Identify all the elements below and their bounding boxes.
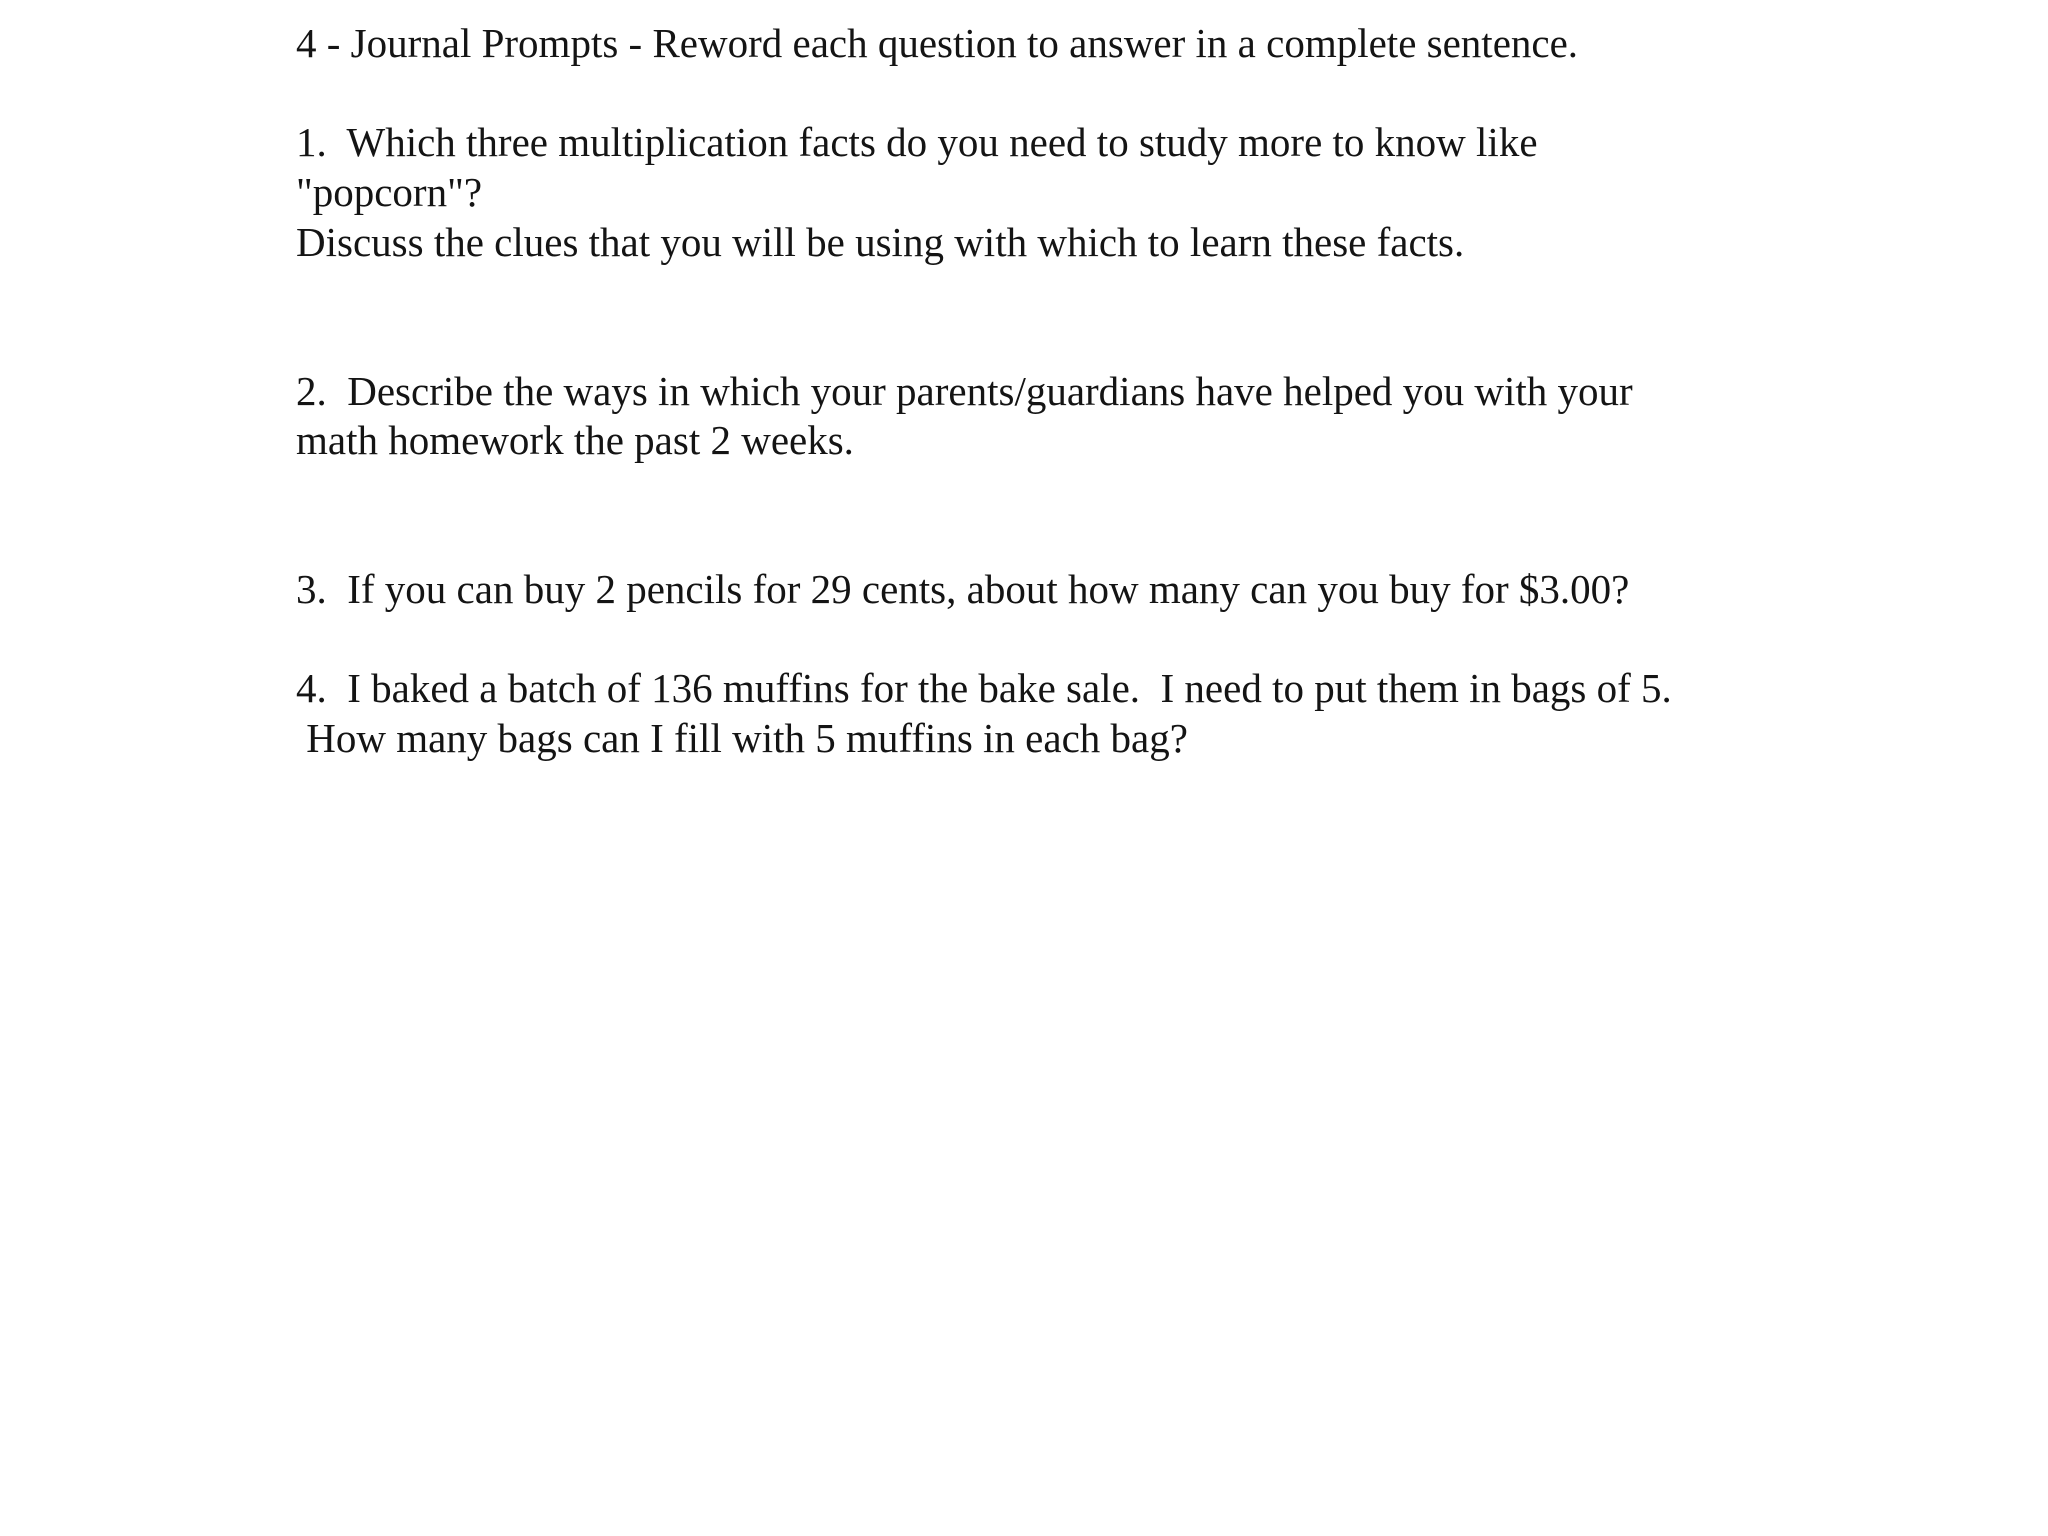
question-1-line-1: 1. Which three multiplication facts do you need to study more to know like <box>296 119 1538 165</box>
question-3-line-1: 3. If you can buy 2 pencils for 29 cents, about how many can you buy for $3.00? <box>296 566 1630 612</box>
question-2-line-1: 2. Describe the ways in which your parents/guardians have helped you with your <box>296 368 1633 414</box>
question-2-line-2: math homework the past 2 weeks. <box>296 417 854 463</box>
question-4-line-1: 4. I baked a batch of 136 muffins for the bake sale. I need to put them in bags of 5. <box>296 665 1672 711</box>
document-title: 4 - Journal Prompts - Reword each question to answer in a complete sentence. <box>296 20 1579 66</box>
question-1-line-2: "popcorn"? <box>296 169 483 215</box>
question-4-line-2: How many bags can I fill with 5 muffins in each bag? <box>296 715 1188 761</box>
question-1-line-3: Discuss the clues that you will be using with which to learn these facts. <box>296 219 1465 265</box>
